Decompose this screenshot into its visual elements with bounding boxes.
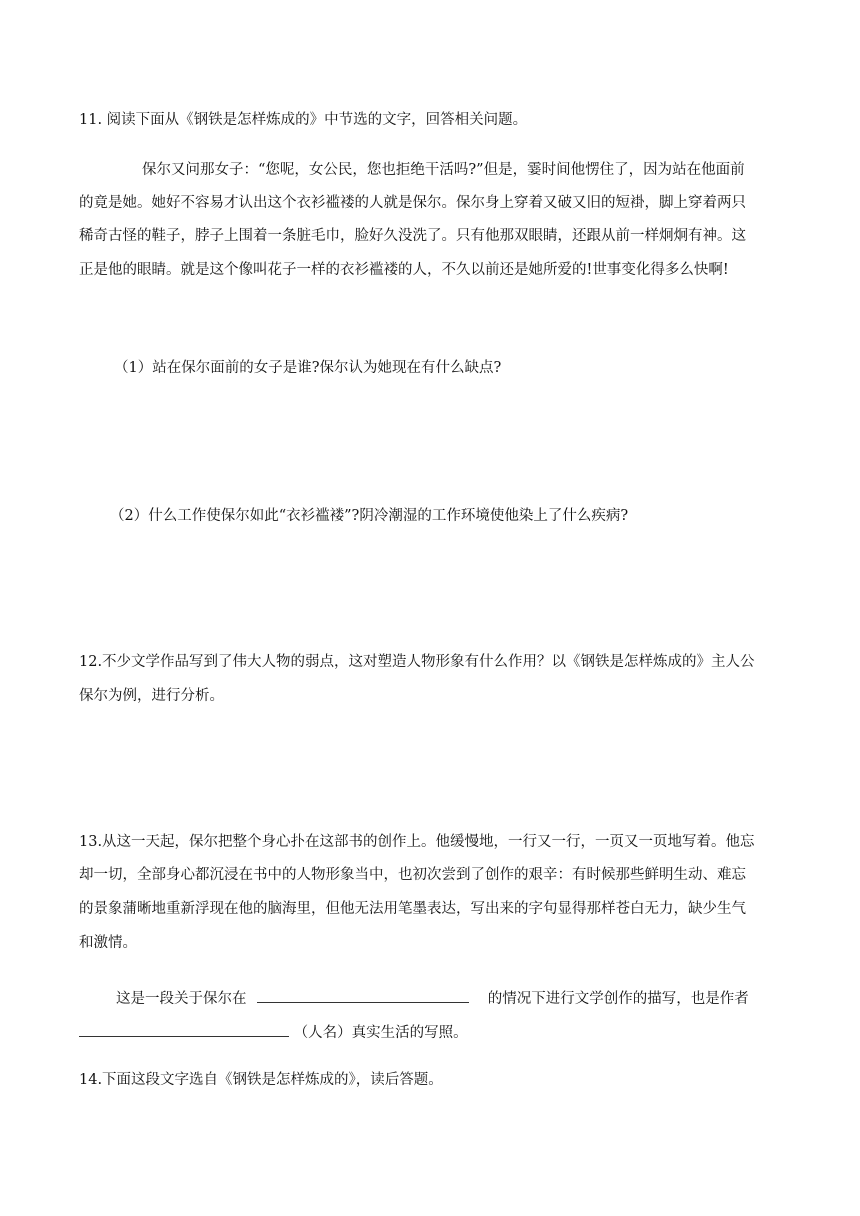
q14-title: 14.下面这段文字选自《钢铁是怎样炼成的》，读后答题。 — [79, 1072, 443, 1088]
q12-line-2: 保尔为例，进行分析。 — [79, 688, 224, 704]
q13-fill-text-2: 的情况下进行文学创作的描写，也是作者 — [487, 991, 749, 1007]
q12-line-1: 12.不少文学作品写到了伟大人物的弱点，这对塑造人物形象有什么作用？以《钢铁是怎样炼成的》主人公 — [79, 654, 755, 670]
q13-answer-blank-2[interactable] — [79, 1020, 289, 1037]
q13-fill-line-1 — [116, 986, 749, 1009]
q11-title: 11. 阅读下面从《钢铁是怎样炼成的》中节选的文字，回答相关问题。 — [79, 112, 528, 128]
q11-passage-line-3: 稀奇古怪的鞋子，脖子上围着一条脏毛巾，脸好久没洗了。只有他那双眼睛，还跟从前一样炯炯有神。这 — [79, 228, 746, 244]
q11-passage-line-4: 正是他的眼睛。就是这个像叫花子一样的衣衫褴褛的人，不久以前还是她所爱的!世事变化得多么快啊! — [79, 262, 729, 278]
q13-fill-text-1: 这是一段关于保尔在 — [116, 991, 247, 1007]
q13-line-4: 和激情。 — [79, 935, 137, 951]
q13-fill-text-3: （人名）真实生活的写照。 — [293, 1025, 468, 1041]
q13-line-3: 的景象蒲晰地重新浮现在他的脑海里，但他无法用笔墨表达，写出来的字句显得那样苍白无力，缺少生气 — [79, 901, 746, 917]
q13-line-2: 却一切，全部身心都沉浸在书中的人物形象当中，也初次尝到了创作的艰辛：有时候那些鲜明生动、难忘 — [79, 867, 746, 883]
q11-passage-line-2: 的竟是她。她好不容易才认出这个衣衫褴褛的人就是保尔。保尔身上穿着又破又旧的短褂，脚上穿着两只 — [79, 195, 746, 211]
q13-line-1: 13.从这一天起，保尔把整个身心扑在这部书的创作上。他缓慢地，一行又一行，一页又一页地写着。他忘 — [79, 834, 755, 850]
q13-fill-line-2 — [79, 1020, 468, 1043]
q11-passage-line-1: 保尔又问那女子：“您呢，女公民，您也拒绝干活吗?”但是，霎时间他愣住了，因为站在他面前 — [142, 162, 745, 178]
q11-subquestion-2: （2）什么工作使保尔如此“衣衫褴褛”?阴冷潮湿的工作环境使他染上了什么疾病? — [110, 508, 629, 524]
q13-answer-blank-1[interactable] — [257, 986, 469, 1003]
q11-subquestion-1: （1）站在保尔面前的女子是谁?保尔认为她现在有什么缺点? — [114, 360, 502, 376]
